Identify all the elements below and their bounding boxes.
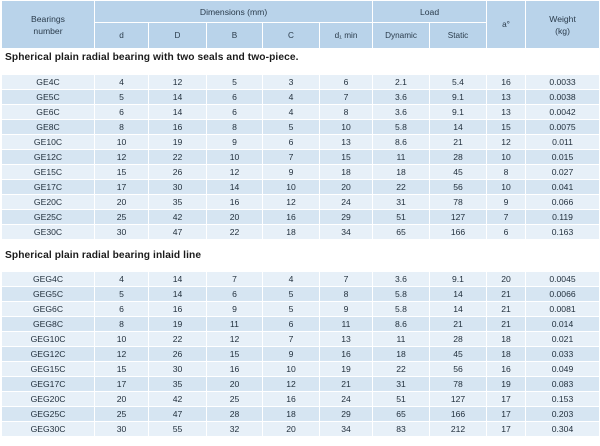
cell-D-outer: 35 [149, 377, 207, 392]
cell-weight: 0.049 [526, 362, 600, 377]
cell-static-load: 28 [430, 150, 487, 165]
cell-weight: 0.021 [526, 332, 600, 347]
cell-D-outer: 14 [149, 105, 207, 120]
cell-dynamic-load: 31 [373, 377, 430, 392]
cell-angle: 16 [487, 75, 526, 90]
cell-B: 9 [207, 302, 263, 317]
cell-B: 22 [207, 225, 263, 240]
cell-static-load: 9.1 [430, 105, 487, 120]
cell-D-outer: 42 [149, 210, 207, 225]
cell-angle: 12 [487, 135, 526, 150]
cell-B: 11 [207, 317, 263, 332]
cell-C: 4 [263, 272, 320, 287]
cell-D-outer: 19 [149, 135, 207, 150]
cell-bearing-number: GEG30C [2, 422, 95, 437]
cell-dynamic-load: 3.6 [373, 272, 430, 287]
cell-weight: 0.015 [526, 150, 600, 165]
cell-bearing-number: GEG8C [2, 317, 95, 332]
cell-B: 14 [207, 180, 263, 195]
table-row [2, 317, 600, 332]
cell-C: 6 [263, 135, 320, 150]
cell-dynamic-load: 31 [373, 195, 430, 210]
cell-d: 10 [95, 332, 149, 347]
cell-bearing-number: GEG25C [2, 407, 95, 422]
cell-static-load: 5.4 [430, 75, 487, 90]
cell-d: 25 [95, 210, 149, 225]
cell-angle: 21 [487, 317, 526, 332]
cell-C: 4 [263, 90, 320, 105]
cell-B: 28 [207, 407, 263, 422]
cell-d: 12 [95, 347, 149, 362]
cell-d: 20 [95, 195, 149, 210]
cell-bearing-number: GEG20C [2, 392, 95, 407]
cell-C: 16 [263, 210, 320, 225]
cell-C: 10 [263, 362, 320, 377]
cell-bearing-number: GE10C [2, 135, 95, 150]
cell-bearing-number: GEG4C [2, 272, 95, 287]
cell-angle: 7 [487, 210, 526, 225]
table-row [2, 90, 600, 105]
table-row [2, 392, 600, 407]
cell-D-outer: 14 [149, 90, 207, 105]
cell-B: 10 [207, 150, 263, 165]
table-row [2, 407, 600, 422]
cell-static-load: 14 [430, 120, 487, 135]
cell-d1-min: 29 [320, 407, 373, 422]
cell-D-outer: 12 [149, 75, 207, 90]
cell-d1-min: 21 [320, 377, 373, 392]
cell-dynamic-load: 22 [373, 362, 430, 377]
cell-dynamic-load: 65 [373, 407, 430, 422]
cell-C: 5 [263, 287, 320, 302]
cell-static-load: 21 [430, 317, 487, 332]
cell-D-outer: 30 [149, 362, 207, 377]
cell-d: 15 [95, 362, 149, 377]
cell-D-outer: 47 [149, 407, 207, 422]
table-row [2, 135, 600, 150]
cell-dynamic-load: 83 [373, 422, 430, 437]
cell-weight: 0.304 [526, 422, 600, 437]
cell-bearing-number: GE25C [2, 210, 95, 225]
cell-bearing-number: GEG15C [2, 362, 95, 377]
cell-d1-min: 16 [320, 347, 373, 362]
cell-C: 10 [263, 180, 320, 195]
cell-angle: 19 [487, 377, 526, 392]
cell-B: 25 [207, 392, 263, 407]
section-title-two-seals: Spherical plain radial bearing with two seals and two-piece. [5, 52, 299, 63]
table-row [2, 105, 600, 120]
cell-D-outer: 22 [149, 150, 207, 165]
table-row [2, 287, 600, 302]
cell-d1-min: 19 [320, 362, 373, 377]
cell-d: 30 [95, 225, 149, 240]
header-angle: a° [487, 1, 526, 49]
cell-weight: 0.027 [526, 165, 600, 180]
cell-d1-min: 20 [320, 180, 373, 195]
cell-D-outer: 14 [149, 287, 207, 302]
cell-weight: 0.0066 [526, 287, 600, 302]
cell-d1-min: 34 [320, 422, 373, 437]
cell-weight: 0.083 [526, 377, 600, 392]
cell-static-load: 28 [430, 332, 487, 347]
cell-C: 5 [263, 120, 320, 135]
cell-B: 32 [207, 422, 263, 437]
cell-angle: 21 [487, 302, 526, 317]
cell-dynamic-load: 18 [373, 165, 430, 180]
table-row [2, 422, 600, 437]
section-title-inlaid-line: Spherical plain radial bearing inlaid line [5, 250, 202, 261]
cell-static-load: 78 [430, 195, 487, 210]
cell-d: 4 [95, 75, 149, 90]
cell-bearing-number: GE8C [2, 120, 95, 135]
cell-B: 20 [207, 377, 263, 392]
cell-dynamic-load: 2.1 [373, 75, 430, 90]
cell-dynamic-load: 11 [373, 332, 430, 347]
cell-d: 10 [95, 135, 149, 150]
header-C: C [263, 23, 320, 49]
cell-d1-min: 13 [320, 135, 373, 150]
cell-static-load: 56 [430, 362, 487, 377]
cell-d: 12 [95, 150, 149, 165]
cell-C: 3 [263, 75, 320, 90]
cell-angle: 16 [487, 362, 526, 377]
cell-static-load: 9.1 [430, 272, 487, 287]
cell-D-outer: 30 [149, 180, 207, 195]
header-d: d [95, 23, 149, 49]
cell-D-outer: 35 [149, 195, 207, 210]
cell-weight: 0.119 [526, 210, 600, 225]
cell-dynamic-load: 51 [373, 392, 430, 407]
cell-weight: 0.0038 [526, 90, 600, 105]
header-dynamic: Dynamic [373, 23, 430, 49]
cell-bearing-number: GEG6C [2, 302, 95, 317]
table-two-seals [1, 74, 600, 240]
table-row [2, 362, 600, 377]
header-weight: Weight (kg) [526, 1, 600, 49]
cell-dynamic-load: 5.8 [373, 302, 430, 317]
cell-d1-min: 10 [320, 120, 373, 135]
cell-d1-min: 29 [320, 210, 373, 225]
header-B: B [207, 23, 263, 49]
table-row [2, 195, 600, 210]
cell-B: 20 [207, 210, 263, 225]
cell-d1-min: 34 [320, 225, 373, 240]
cell-static-load: 166 [430, 407, 487, 422]
cell-dynamic-load: 3.6 [373, 105, 430, 120]
cell-D-outer: 42 [149, 392, 207, 407]
cell-d: 5 [95, 287, 149, 302]
cell-angle: 6 [487, 225, 526, 240]
cell-d: 8 [95, 317, 149, 332]
table-row [2, 165, 600, 180]
cell-C: 9 [263, 347, 320, 362]
header-D-outer: D [149, 23, 207, 49]
cell-d1-min: 8 [320, 287, 373, 302]
cell-bearing-number: GE20C [2, 195, 95, 210]
cell-C: 9 [263, 165, 320, 180]
cell-static-load: 56 [430, 180, 487, 195]
cell-bearing-number: GE30C [2, 225, 95, 240]
cell-d1-min: 7 [320, 272, 373, 287]
cell-d1-min: 7 [320, 90, 373, 105]
cell-weight: 0.0042 [526, 105, 600, 120]
cell-angle: 10 [487, 180, 526, 195]
cell-D-outer: 26 [149, 347, 207, 362]
cell-bearing-number: GE15C [2, 165, 95, 180]
cell-d1-min: 6 [320, 75, 373, 90]
cell-weight: 0.033 [526, 347, 600, 362]
table-row [2, 120, 600, 135]
cell-static-load: 166 [430, 225, 487, 240]
cell-D-outer: 16 [149, 120, 207, 135]
cell-weight: 0.011 [526, 135, 600, 150]
cell-angle: 18 [487, 332, 526, 347]
cell-weight: 0.014 [526, 317, 600, 332]
cell-B: 12 [207, 165, 263, 180]
cell-angle: 8 [487, 165, 526, 180]
cell-d: 6 [95, 302, 149, 317]
cell-d1-min: 24 [320, 195, 373, 210]
cell-B: 6 [207, 287, 263, 302]
cell-B: 9 [207, 135, 263, 150]
cell-static-load: 14 [430, 302, 487, 317]
cell-d1-min: 18 [320, 165, 373, 180]
cell-weight: 0.153 [526, 392, 600, 407]
cell-C: 18 [263, 225, 320, 240]
cell-weight: 0.203 [526, 407, 600, 422]
cell-dynamic-load: 5.8 [373, 120, 430, 135]
header-static: Static [430, 23, 487, 49]
cell-angle: 15 [487, 120, 526, 135]
cell-static-load: 127 [430, 210, 487, 225]
cell-dynamic-load: 11 [373, 150, 430, 165]
cell-C: 12 [263, 377, 320, 392]
cell-C: 4 [263, 105, 320, 120]
cell-d1-min: 9 [320, 302, 373, 317]
cell-C: 16 [263, 392, 320, 407]
cell-D-outer: 16 [149, 302, 207, 317]
cell-angle: 10 [487, 150, 526, 165]
cell-d: 6 [95, 105, 149, 120]
cell-static-load: 127 [430, 392, 487, 407]
cell-d: 20 [95, 392, 149, 407]
cell-d: 8 [95, 120, 149, 135]
table-row [2, 347, 600, 362]
cell-bearing-number: GE17C [2, 180, 95, 195]
cell-d1-min: 24 [320, 392, 373, 407]
table-row [2, 210, 600, 225]
header-bearings-number: Bearings number [2, 1, 95, 49]
cell-dynamic-load: 8.6 [373, 317, 430, 332]
cell-weight: 0.0075 [526, 120, 600, 135]
cell-D-outer: 26 [149, 165, 207, 180]
cell-bearing-number: GEG10C [2, 332, 95, 347]
cell-bearing-number: GE12C [2, 150, 95, 165]
table-row [2, 225, 600, 240]
cell-d: 5 [95, 90, 149, 105]
cell-B: 6 [207, 105, 263, 120]
cell-static-load: 9.1 [430, 90, 487, 105]
cell-static-load: 21 [430, 135, 487, 150]
cell-C: 6 [263, 317, 320, 332]
cell-D-outer: 22 [149, 332, 207, 347]
cell-d1-min: 15 [320, 150, 373, 165]
cell-d: 17 [95, 180, 149, 195]
cell-B: 5 [207, 75, 263, 90]
cell-bearing-number: GEG5C [2, 287, 95, 302]
table-row [2, 377, 600, 392]
cell-weight: 0.0033 [526, 75, 600, 90]
cell-C: 20 [263, 422, 320, 437]
cell-angle: 17 [487, 392, 526, 407]
cell-angle: 17 [487, 422, 526, 437]
cell-d1-min: 8 [320, 105, 373, 120]
cell-D-outer: 55 [149, 422, 207, 437]
cell-D-outer: 19 [149, 317, 207, 332]
cell-bearing-number: GE6C [2, 105, 95, 120]
cell-d: 25 [95, 407, 149, 422]
cell-bearing-number: GE4C [2, 75, 95, 90]
cell-C: 7 [263, 332, 320, 347]
table-row [2, 180, 600, 195]
cell-dynamic-load: 51 [373, 210, 430, 225]
cell-weight: 0.0045 [526, 272, 600, 287]
cell-static-load: 45 [430, 347, 487, 362]
table-row [2, 302, 600, 317]
cell-angle: 21 [487, 287, 526, 302]
cell-dynamic-load: 22 [373, 180, 430, 195]
cell-angle: 20 [487, 272, 526, 287]
cell-angle: 17 [487, 407, 526, 422]
table-row [2, 332, 600, 347]
cell-weight: 0.163 [526, 225, 600, 240]
cell-dynamic-load: 8.6 [373, 135, 430, 150]
cell-angle: 9 [487, 195, 526, 210]
cell-B: 12 [207, 332, 263, 347]
cell-weight: 0.066 [526, 195, 600, 210]
cell-bearing-number: GEG12C [2, 347, 95, 362]
cell-d1-min: 11 [320, 317, 373, 332]
cell-B: 15 [207, 347, 263, 362]
cell-B: 7 [207, 272, 263, 287]
cell-C: 18 [263, 407, 320, 422]
cell-d1-min: 13 [320, 332, 373, 347]
cell-d: 17 [95, 377, 149, 392]
cell-B: 16 [207, 362, 263, 377]
cell-angle: 13 [487, 105, 526, 120]
cell-weight: 0.041 [526, 180, 600, 195]
cell-bearing-number: GE5C [2, 90, 95, 105]
cell-D-outer: 14 [149, 272, 207, 287]
cell-d: 15 [95, 165, 149, 180]
cell-static-load: 45 [430, 165, 487, 180]
cell-dynamic-load: 3.6 [373, 90, 430, 105]
table-row [2, 150, 600, 165]
cell-d: 30 [95, 422, 149, 437]
cell-D-outer: 47 [149, 225, 207, 240]
header-d1-min: d₁ min [320, 23, 373, 49]
cell-angle: 18 [487, 347, 526, 362]
cell-static-load: 212 [430, 422, 487, 437]
table-row [2, 272, 600, 287]
cell-B: 8 [207, 120, 263, 135]
cell-static-load: 78 [430, 377, 487, 392]
cell-C: 12 [263, 195, 320, 210]
cell-C: 7 [263, 150, 320, 165]
header-load: Load [373, 1, 487, 23]
table-inlaid-line [1, 271, 600, 437]
table-row [2, 75, 600, 90]
cell-static-load: 14 [430, 287, 487, 302]
header-dimensions: Dimensions (mm) [95, 1, 373, 23]
cell-dynamic-load: 18 [373, 347, 430, 362]
cell-B: 16 [207, 195, 263, 210]
cell-dynamic-load: 65 [373, 225, 430, 240]
cell-d: 4 [95, 272, 149, 287]
cell-B: 6 [207, 90, 263, 105]
cell-C: 5 [263, 302, 320, 317]
table-header [1, 0, 600, 49]
cell-dynamic-load: 5.8 [373, 287, 430, 302]
cell-angle: 13 [487, 90, 526, 105]
cell-weight: 0.0081 [526, 302, 600, 317]
cell-bearing-number: GEG17C [2, 377, 95, 392]
